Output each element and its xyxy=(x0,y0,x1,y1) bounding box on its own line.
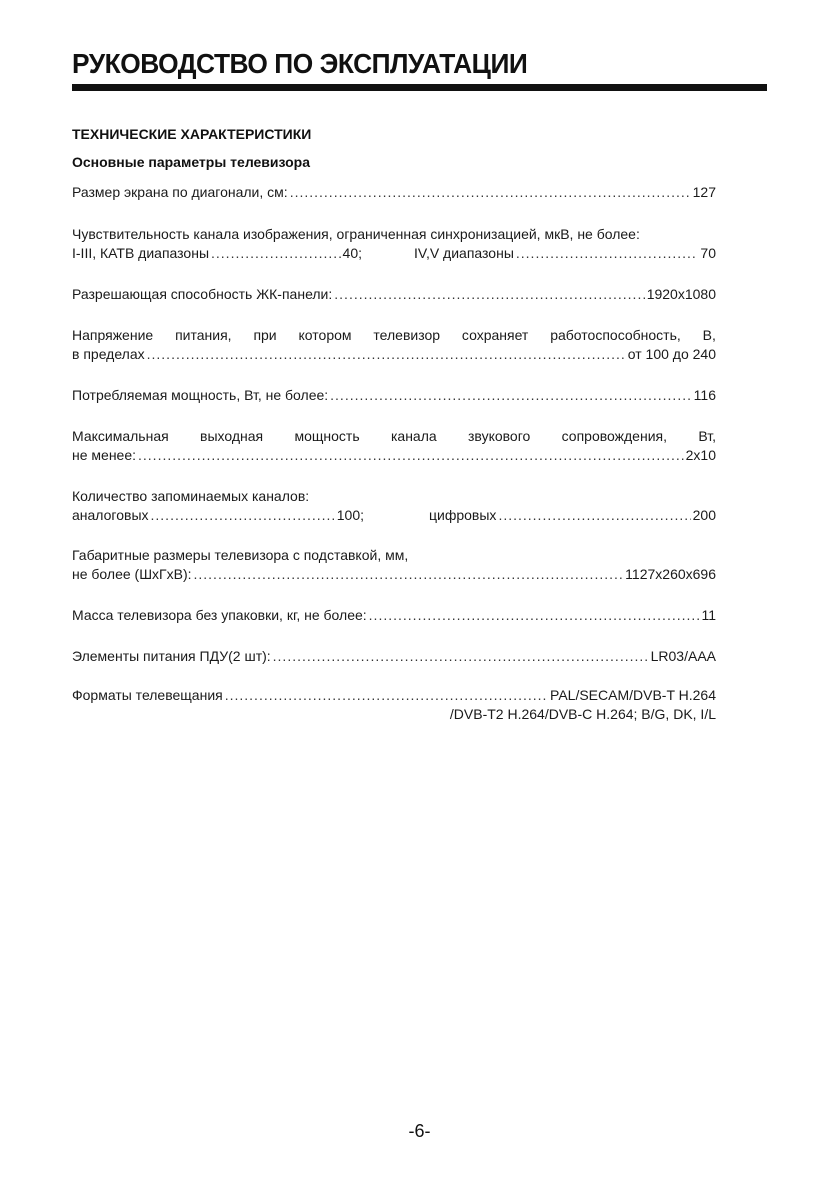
heading-word: мощность xyxy=(294,428,360,444)
spec-channels-values xyxy=(72,507,716,527)
spec-sensitivity-right xyxy=(414,245,716,261)
spec-value: 116 xyxy=(693,387,716,403)
page-number: -6- xyxy=(408,1121,431,1141)
heading-word: сохраняет xyxy=(461,327,529,343)
spec-formats-continuation: /DVB-T2 H.264/DVB-C H.264; B/G, DK, I/L xyxy=(449,706,716,722)
spec-label: не менее: xyxy=(72,447,137,463)
spec-audio-power xyxy=(72,447,716,467)
subsection-title: Основные параметры телевизора xyxy=(72,154,311,170)
spec-label: I-III, КАТВ диапазоны xyxy=(72,245,210,261)
spec-value: 40; xyxy=(342,245,362,261)
leader-dots xyxy=(147,346,626,362)
leader-dots xyxy=(273,648,649,664)
spec-label: не более (ШхГхВ): xyxy=(72,566,192,582)
spec-batteries xyxy=(72,648,716,668)
spec-value: PAL/SECAM/DVB-T H.264 xyxy=(550,687,716,703)
spec-label: Форматы телевещания xyxy=(72,687,223,703)
heading-word: Напряжение xyxy=(72,327,154,343)
leader-dots xyxy=(369,607,700,623)
spec-label: IV,V диапазоны xyxy=(414,245,514,261)
leader-dots xyxy=(151,507,335,523)
heading-word: телевизор xyxy=(373,327,441,343)
heading-word: работоспособность, xyxy=(550,327,681,343)
heading-word: канала xyxy=(390,428,437,444)
spec-label: Разрешающая способность ЖК-панели: xyxy=(72,286,333,302)
leader-dots xyxy=(516,245,699,261)
spec-voltage-range xyxy=(72,346,716,366)
spec-value: 200 xyxy=(692,507,716,523)
spec-weight xyxy=(72,607,716,627)
heading-word: при xyxy=(253,327,277,343)
spec-value: LR03/AAA xyxy=(650,648,716,664)
heading-word: Вт, xyxy=(698,428,716,444)
spec-value: 11 xyxy=(701,607,716,623)
leader-dots xyxy=(330,387,692,403)
section-title: ТЕХНИЧЕСКИЕ ХАРАКТЕРИСТИКИ xyxy=(72,126,312,142)
spec-label: цифровых xyxy=(429,507,497,523)
heading-word: питания, xyxy=(175,327,232,343)
spec-label: Масса телевизора без упаковки, кг, не более: xyxy=(72,607,367,623)
leader-dots xyxy=(225,687,548,703)
heading-word: котором xyxy=(298,327,352,343)
spec-value: 1920x1080 xyxy=(646,286,716,302)
spec-dimensions xyxy=(72,566,716,586)
spec-value: от 100 до 240 xyxy=(627,346,716,362)
title-underline xyxy=(72,84,767,91)
leader-dots xyxy=(498,507,690,523)
heading-word: В, xyxy=(702,327,716,343)
spec-label: Размер экрана по диагонали, см: xyxy=(72,184,288,200)
spec-channels-digital xyxy=(429,507,716,523)
spec-label: Потребляемая мощность, Вт, не более: xyxy=(72,387,329,403)
spec-power xyxy=(72,387,716,407)
spec-label: Элементы питания ПДУ(2 шт): xyxy=(72,648,271,664)
spec-value: 100; xyxy=(336,507,364,523)
leader-dots xyxy=(138,447,684,463)
spec-value: 70 xyxy=(700,245,716,261)
spec-formats xyxy=(72,687,716,707)
spec-sensitivity-left xyxy=(72,245,362,261)
heading-word: выходная xyxy=(200,428,264,444)
leader-dots xyxy=(290,184,691,200)
heading-word: сопровождения, xyxy=(561,428,667,444)
spec-value: 2x10 xyxy=(685,447,716,463)
leader-dots xyxy=(334,286,644,302)
spec-sensitivity-values xyxy=(72,245,716,265)
spec-value: 1127x260x696 xyxy=(625,566,716,582)
heading-word: Максимальная xyxy=(72,428,169,444)
spec-label: аналоговых xyxy=(72,507,149,523)
spec-sensitivity-heading: Чувствительность канала изображения, ограниченная синхронизацией, мкВ, не более: xyxy=(72,226,640,242)
spec-screen-size xyxy=(72,184,716,204)
spec-channels-heading: Количество запоминаемых каналов: xyxy=(72,488,310,504)
leader-dots xyxy=(211,245,341,261)
heading-word: звукового xyxy=(468,428,531,444)
spec-resolution xyxy=(72,286,716,306)
spec-voltage-heading xyxy=(72,327,716,343)
spec-channels-analog xyxy=(72,507,364,523)
spec-audio-heading xyxy=(72,428,716,444)
spec-dimensions-heading: Габаритные размеры телевизора с подставкой, мм, xyxy=(72,547,409,563)
page-title: РУКОВОДСТВО ПО ЭКСПЛУАТАЦИИ xyxy=(72,48,528,79)
spec-value: 127 xyxy=(692,184,716,200)
spec-label: в пределах xyxy=(72,346,145,362)
leader-dots xyxy=(194,566,624,582)
